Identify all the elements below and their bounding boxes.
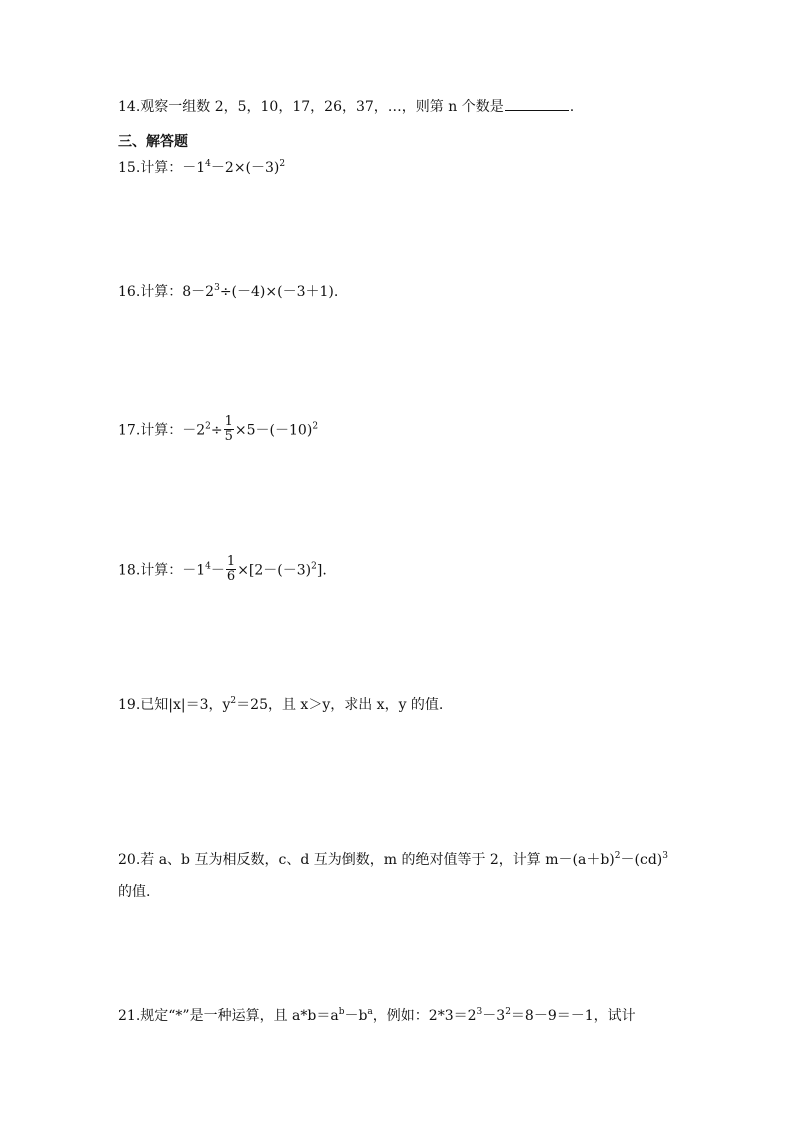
exponent: 2 (205, 421, 211, 432)
question-19-text-rest: ＝25，且 x＞y，求出 x，y 的值. (236, 697, 444, 713)
question-20-text-mid: －(cd) (620, 852, 663, 868)
exponent: a (367, 1007, 373, 1017)
question-21 (118, 1006, 636, 1026)
question-20-text: 20.若 a、b 互为相反数，c、d 互为倒数，m 的绝对值等于 2，计算 m－(a＋b) (118, 852, 615, 868)
question-17-text-mid: ×5－(－10) (234, 422, 313, 439)
question-15-text: 15.计算：－1 (118, 160, 206, 176)
question-17-text: 17.计算：－2 (118, 422, 206, 439)
question-20-line-2: 的值. (118, 884, 151, 900)
question-18-text-end: ]. (316, 562, 327, 579)
question-21-text: 21.规定“*”是一种运算，且 a*b＝a (118, 1008, 339, 1024)
question-14-end: . (569, 99, 575, 115)
exponent: 2 (614, 851, 621, 861)
answer-blank (505, 96, 569, 111)
exponent: b (338, 1007, 345, 1017)
exponent: 2 (505, 1007, 511, 1017)
exponent: 3 (476, 1007, 483, 1017)
question-18-text-mid: ×[2－(－3) (237, 562, 312, 579)
question-14 (118, 96, 574, 117)
question-21-text: －b (344, 1008, 368, 1024)
question-15 (118, 158, 285, 178)
exponent: 2 (312, 421, 319, 432)
fraction-numerator: 1 (226, 554, 236, 569)
question-17 (118, 416, 318, 445)
exponent: 3 (662, 851, 668, 861)
question-16-text-rest: ÷(－4)×(－3＋1). (219, 284, 339, 300)
exponent: 4 (205, 561, 211, 572)
question-18-text: 18.计算：－1 (118, 562, 206, 579)
exponent: 4 (205, 159, 211, 169)
question-21-text: ＝8－9＝－1，试计 (510, 1008, 636, 1024)
divide-sign: ÷ (210, 422, 223, 439)
exponent: 2 (279, 159, 286, 169)
fraction-denominator: 5 (224, 429, 233, 444)
section-heading: 三、解答题 (118, 134, 188, 150)
exponent: 2 (311, 561, 317, 572)
question-16-text: 16.计算：8－2 (118, 284, 215, 300)
exponent: 3 (214, 283, 220, 293)
minus-sign: － (210, 562, 225, 579)
question-20-line-1 (118, 850, 668, 870)
question-15-text-mid: －2×(－3) (210, 160, 280, 176)
question-21-text: ，例如：2*3＝2 (372, 1008, 477, 1024)
question-18 (118, 556, 327, 585)
question-19-text: 19.已知|x|＝3，y (118, 697, 231, 713)
fraction (226, 555, 236, 584)
fraction (224, 415, 234, 444)
question-21-text: －3 (482, 1008, 506, 1024)
fraction-denominator: 6 (226, 569, 236, 584)
question-16 (118, 282, 338, 302)
question-14-text: 14.观察一组数 2，5，10，17，26，37，…，则第 n 个数是 (118, 99, 504, 115)
exponent: 2 (230, 696, 237, 706)
fraction-numerator: 1 (224, 414, 233, 429)
question-19 (118, 695, 443, 715)
